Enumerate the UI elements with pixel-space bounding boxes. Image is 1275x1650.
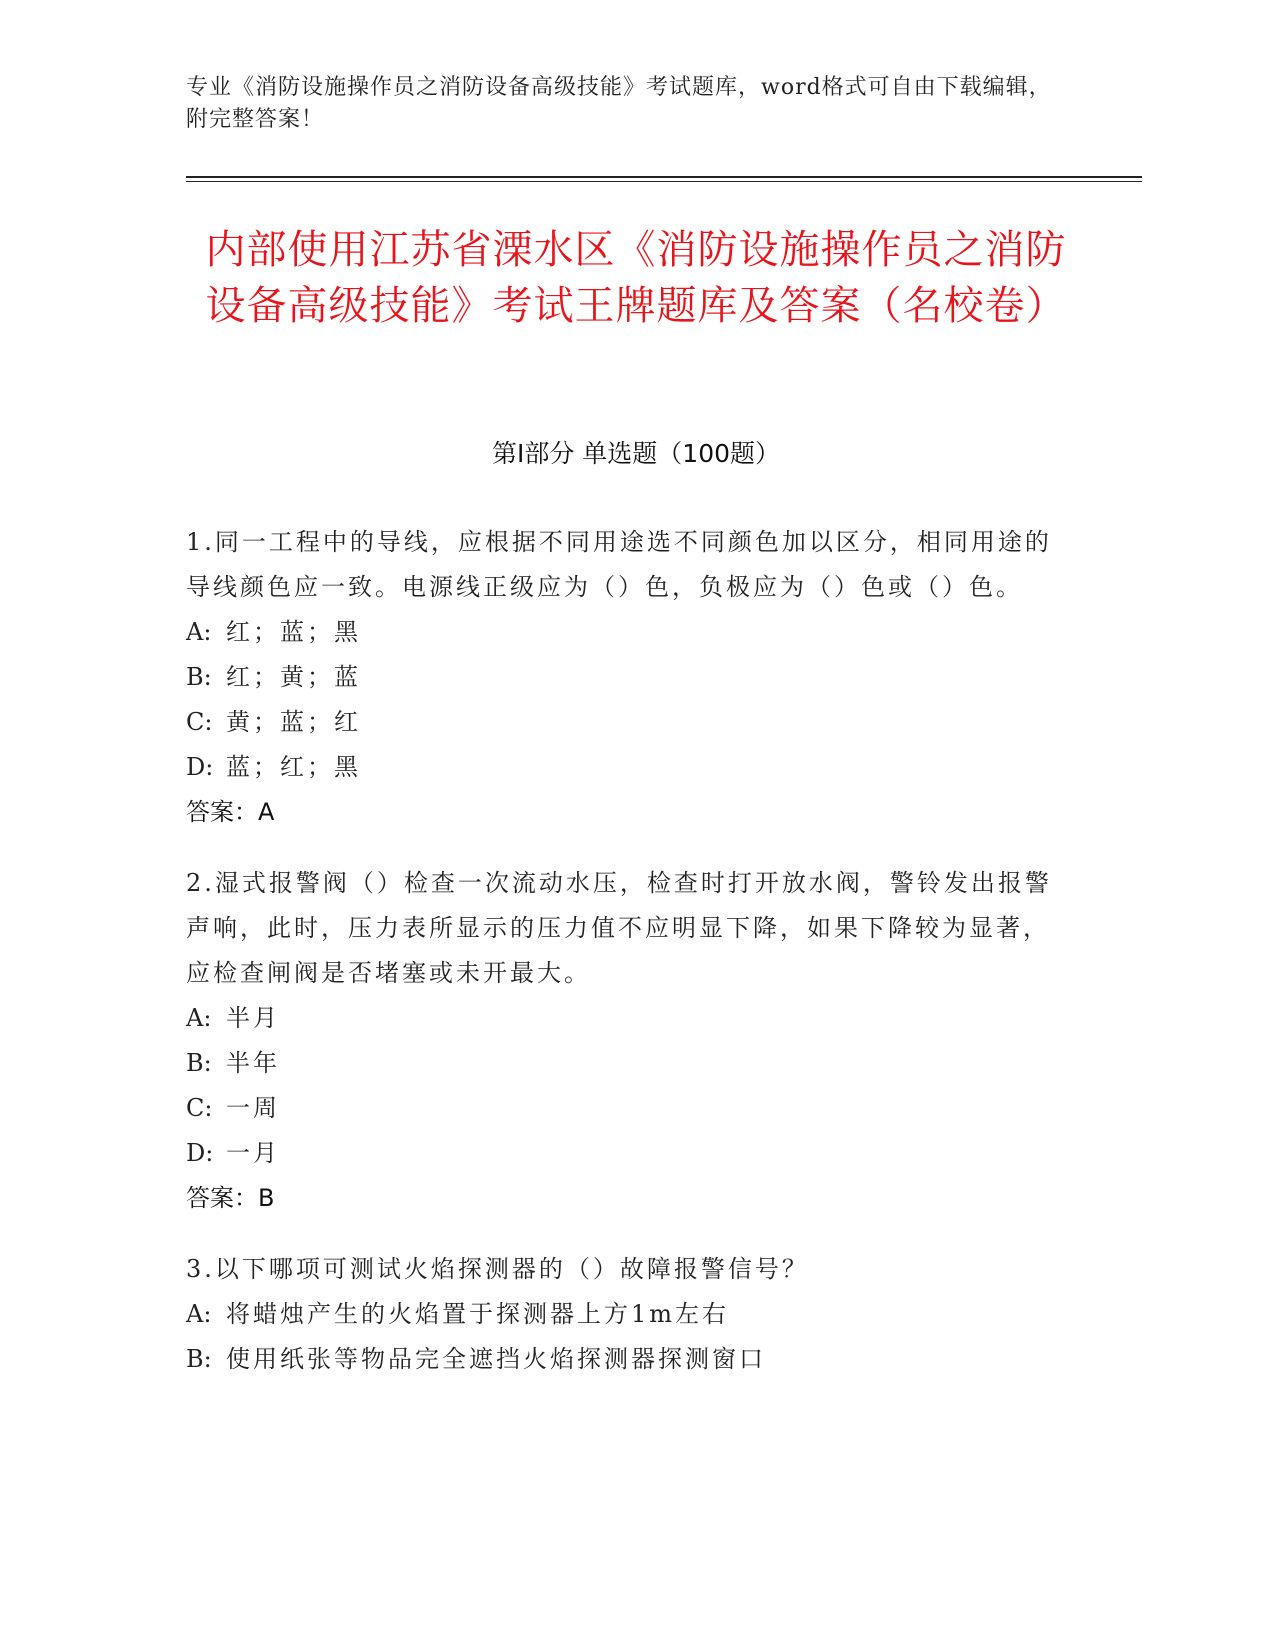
- option-text: 使用纸张等物品完全遮挡火焰探测器探测窗口: [226, 1345, 766, 1373]
- option-letter: C:: [186, 708, 213, 736]
- header-note: 专业《消防设施操作员之消防设备高级技能》考试题库，word格式可自由下载编辑，附完整答案！: [186, 75, 1052, 132]
- option-text: 半年: [226, 1049, 280, 1077]
- option-letter: B:: [186, 1049, 212, 1077]
- option-letter: A:: [186, 1300, 212, 1328]
- option-a: [186, 1292, 1056, 1337]
- option-letter: B:: [186, 1345, 212, 1373]
- option-b: [186, 1337, 1056, 1382]
- option-c: [186, 700, 1056, 745]
- option-a: [186, 996, 1056, 1041]
- question-stem: 2.湿式报警阀（）检查一次流动水压，检查时打开放水阀，警铃发出报警声响，此时，压力表所显示的压力值不应明显下降，如果下降较为显著，应检查闸阀是否堵塞或未开最大。: [186, 869, 1052, 987]
- question-list: [186, 520, 1056, 1408]
- option-text: 一月: [226, 1139, 280, 1167]
- option-letter: B:: [186, 663, 212, 691]
- option-text: 蓝；红；黑: [226, 753, 361, 781]
- question-1: [186, 520, 1056, 835]
- question-stem: 1.同一工程中的导线，应根据不同用途选不同颜色加以区分，相同用途的导线颜色应一致。电源线正级应为（）色，负极应为（）色或（）色。: [186, 528, 1052, 601]
- option-a: [186, 610, 1056, 655]
- question-2: [186, 861, 1056, 1221]
- answer-line: 答案：B: [186, 1184, 275, 1212]
- option-b: [186, 655, 1056, 700]
- option-b: [186, 1041, 1056, 1086]
- option-d: [186, 745, 1056, 790]
- question-3: [186, 1247, 1056, 1382]
- section-heading: 第I部分 单选题（100题）: [491, 439, 781, 468]
- option-letter: A:: [186, 1004, 212, 1032]
- option-text: 红；黄；蓝: [226, 663, 361, 691]
- option-letter: D:: [186, 753, 214, 781]
- header-rule-thin: [186, 181, 1142, 182]
- option-text: 一周: [226, 1094, 280, 1122]
- option-letter: C:: [186, 1094, 213, 1122]
- header-rule-thick: [186, 176, 1142, 178]
- document-title: 内部使用江苏省溧水区《消防设施操作员之消防设备高级技能》考试王牌题库及答案（名校卷）: [205, 227, 1067, 329]
- option-text: 红；蓝；黑: [226, 618, 361, 646]
- option-c: [186, 1086, 1056, 1131]
- option-text: 黄；蓝；红: [226, 708, 361, 736]
- answer-line: 答案：A: [186, 798, 275, 826]
- option-letter: D:: [186, 1139, 214, 1167]
- option-d: [186, 1131, 1056, 1176]
- option-text: 将蜡烛产生的火焰置于探测器上方1m左右: [226, 1300, 730, 1328]
- option-letter: A:: [186, 618, 212, 646]
- question-stem: 3.以下哪项可测试火焰探测器的（）故障报警信号？: [186, 1255, 809, 1283]
- option-text: 半月: [226, 1004, 280, 1032]
